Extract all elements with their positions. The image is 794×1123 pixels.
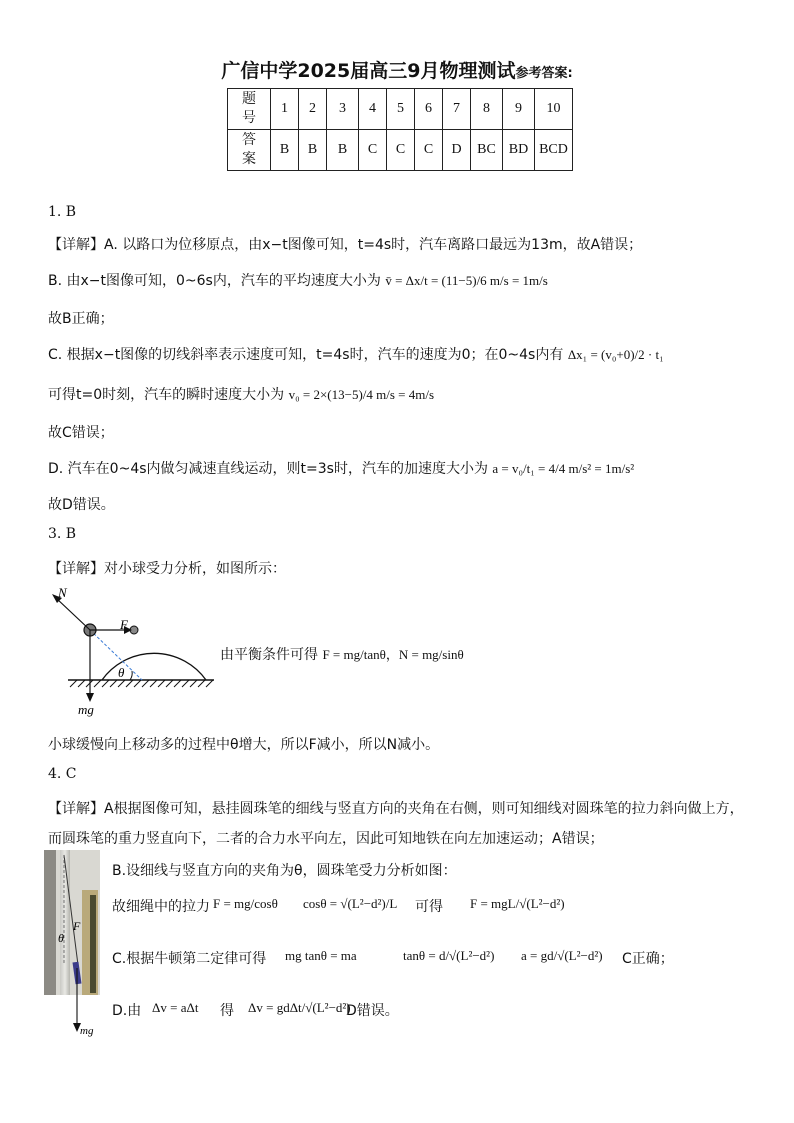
q1-d-formula: a = v₀/t₁ = 4/4 m/s² = 1m/s² [492,461,635,476]
table-cell: B [299,130,327,171]
q3-force-diagram [40,580,220,720]
q4-d-formula1: Δv = aΔt [152,1000,199,1015]
table-cell: 10 [535,89,573,130]
table-cell: C [387,130,415,171]
q3-detail: 【详解】对小球受力分析，如图所示： [48,561,286,577]
q1-c2-text: 可得t=0时刻，汽车的瞬时速度大小为 [48,387,285,403]
page-title [0,56,794,83]
q1-d-conclusion: 故D错误。 [48,497,115,513]
q1-d-text: D. 汽车在0~4s内做匀减速直线运动，则t=3s时，汽车的加速度大小为 [48,461,488,477]
q1-heading: 1. B [48,204,77,220]
q4-b2-text: 故细绳中的拉力 [112,899,210,915]
table-cell: 9 [503,89,535,130]
table-cell: 6 [415,89,443,130]
table-cell: BCD [535,130,573,171]
q4-d-conclusion: D错误。 [346,1003,399,1019]
q1-b-formula: v̄ = Δx/t = (11−5)/6 m/s = 1m/s [385,273,548,288]
q1-option-b [48,270,548,290]
table-cell: 8 [471,89,503,130]
q4-d-formula2: Δv = gdΔt/√(L²−d²) [248,1000,351,1015]
table-cell: 3 [327,89,359,130]
q4-c-formula2: tanθ = d/√(L²−d²) [403,948,495,963]
q4-c-text: C.根据牛顿第二定律可得 [112,951,267,967]
q3-conclusion: 小球缓慢向上移动多的过程中θ增大，所以F减小，所以N减小。 [48,737,440,753]
q1-option-d [48,458,634,478]
q3-balance [220,644,464,664]
table-cell: 4 [359,89,387,130]
q4-d-text: D.由 [112,1003,142,1019]
row-header-answer [228,130,271,171]
q1-option-c [48,344,664,364]
table-cell: B [271,130,299,171]
table-cell: BD [503,130,535,171]
label-theta-4: θ [58,931,64,945]
table-cell: 2 [299,89,327,130]
q1-c2-formula: v₀ = 2×(13−5)/4 m/s = 4m/s [288,387,435,402]
table-cell: 5 [387,89,415,130]
table-cell: B [327,130,359,171]
q3-balance-text: 由平衡条件可得 [220,647,318,663]
q4-b2-mid: 可得 [415,899,443,915]
label-F: F [120,617,128,632]
table-cell: C [415,130,443,171]
q4-b2-formula1: F = mg/cosθ [213,896,278,911]
title-main: 广信中学2025届高三9月物理测试 [221,60,516,82]
q4-photo-diagram [44,850,110,1040]
q4-c-conclusion: C正确； [622,951,674,967]
q4-c-formula1: mg tanθ = ma [285,948,357,963]
row-header-label: 答案 [242,132,256,167]
q4-b2-formula3: F = mgL/√(L²−d²) [470,896,565,911]
label-theta: θ [118,665,125,680]
table-cell: BC [471,130,503,171]
q1-b-text: B. 由x−t图像可知，0~6s内，汽车的平均速度大小为 [48,273,381,289]
q1-c-conclusion: 故C错误； [48,425,114,441]
label-mg-4: mg [80,1025,94,1037]
table-cell: 7 [443,89,471,130]
label-F-4: F [73,919,81,933]
label-N: N [58,585,67,600]
label-mg: mg [78,702,94,717]
table-cell: D [443,130,471,171]
row-header-label: 题号 [242,91,256,126]
table-row [228,89,573,130]
table-row [228,130,573,171]
q1-c-text: C. 根据x−t图像的切线斜率表示速度可知，t=4s时，汽车的速度为0；在0~4s内有 [48,347,564,363]
q4-c-formula3: a = gd/√(L²−d²) [521,948,603,963]
q4-d-mid: 得 [220,1003,234,1019]
q4-option-b1: B.设细线与竖直方向的夹角为θ，圆珠笔受力分析如图： [112,863,457,879]
q4-option-a1: 【详解】A根据图像可知，悬挂圆珠笔的细线与竖直方向的夹角在右侧，则可知细线对圆珠笔的拉力斜向做上方， [48,801,744,817]
q1-option-c2 [48,384,434,404]
row-header-number [228,89,271,130]
q4-b2-formula2: cosθ = √(L²−d²)/L [303,896,398,911]
q3-formula: F = mg/tanθ，N = mg/sinθ [322,647,464,662]
title-suffix: 参考答案: [515,66,573,81]
q1-c-formula: Δx₁ = (v₀+0)/2 · t₁ [567,347,664,362]
answer-table [227,88,573,171]
q1-option-a: 【详解】A. 以路口为位移原点，由x−t图像可知，t=4s时，汽车离路口最远为13m，故A错误； [48,237,643,253]
table-cell: 1 [271,89,299,130]
q4-option-a2: 而圆珠笔的重力竖直向下，二者的合力水平向左，因此可知地铁在向左加速运动；A错误； [48,831,604,847]
q3-heading: 3. B [48,526,77,542]
q4-heading: 4. C [48,766,77,782]
table-cell: C [359,130,387,171]
q1-b-conclusion: 故B正确； [48,311,114,327]
